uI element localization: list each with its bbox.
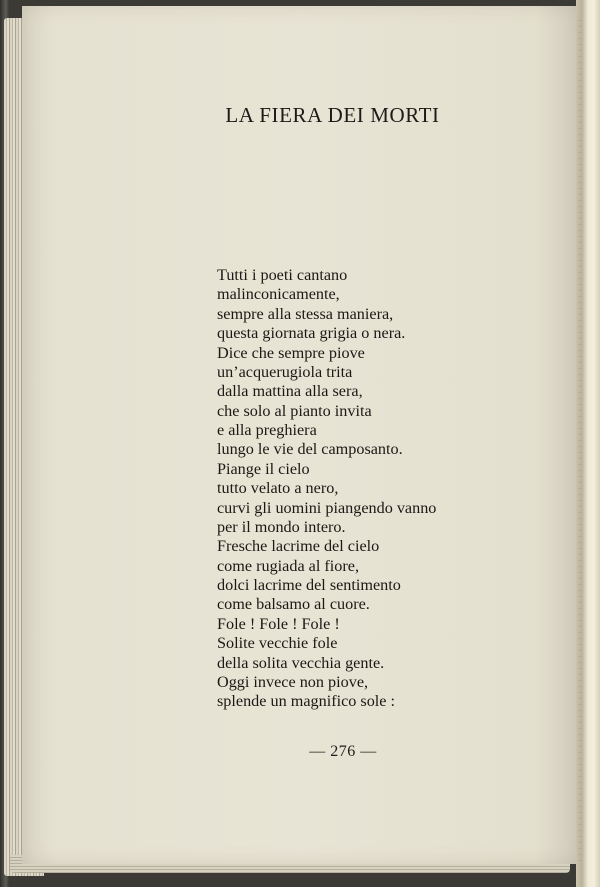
poem-line: dalla mattina alla sera, bbox=[217, 382, 363, 401]
poem-line: curvi gli uomini piangendo vanno bbox=[217, 498, 437, 517]
poem-line: Oggi invece non piove, bbox=[217, 672, 369, 691]
page-number: — 276 — bbox=[309, 743, 377, 760]
gutter-lines bbox=[578, 20, 581, 865]
poem-line: sempre alla stessa maniera, bbox=[217, 304, 394, 323]
poem-title: LA FIERA DEI MORTI bbox=[225, 103, 440, 127]
poem-line: Dice che sempre piove bbox=[217, 343, 365, 362]
poem-line: e alla preghiera bbox=[217, 421, 317, 439]
poem-line: un’acquerugiola trita bbox=[217, 362, 353, 381]
poem-body bbox=[217, 266, 577, 712]
poem-line: Solite vecchie fole bbox=[217, 634, 338, 653]
poem-line: come balsamo al cuore. bbox=[217, 595, 370, 614]
poem-line: Fole ! Fole ! Fole ! bbox=[217, 614, 340, 633]
poem-line: Piange il cielo bbox=[217, 459, 310, 478]
poem-line: dolci lacrime del sentimento bbox=[217, 576, 401, 594]
poem-line: splende un magnifico sole : bbox=[217, 692, 396, 711]
poem-line: lungo le vie del camposanto. bbox=[217, 440, 403, 459]
poem-line: come rugiada al fiore, bbox=[217, 556, 360, 575]
poem-line: della solita vecchia gente. bbox=[217, 653, 385, 672]
poem-line: malinconicamente, bbox=[217, 285, 340, 304]
poem-line: Fresche lacrime del cielo bbox=[217, 537, 380, 556]
poem-line: Tutti i poeti cantano bbox=[217, 266, 348, 284]
poem-line: questa giornata grigia o nera. bbox=[217, 324, 406, 343]
poem-line: per il mondo intero. bbox=[217, 517, 346, 536]
poem-line: che solo al pianto invita bbox=[217, 401, 372, 420]
poem-line: tutto velato a nero, bbox=[217, 479, 339, 498]
